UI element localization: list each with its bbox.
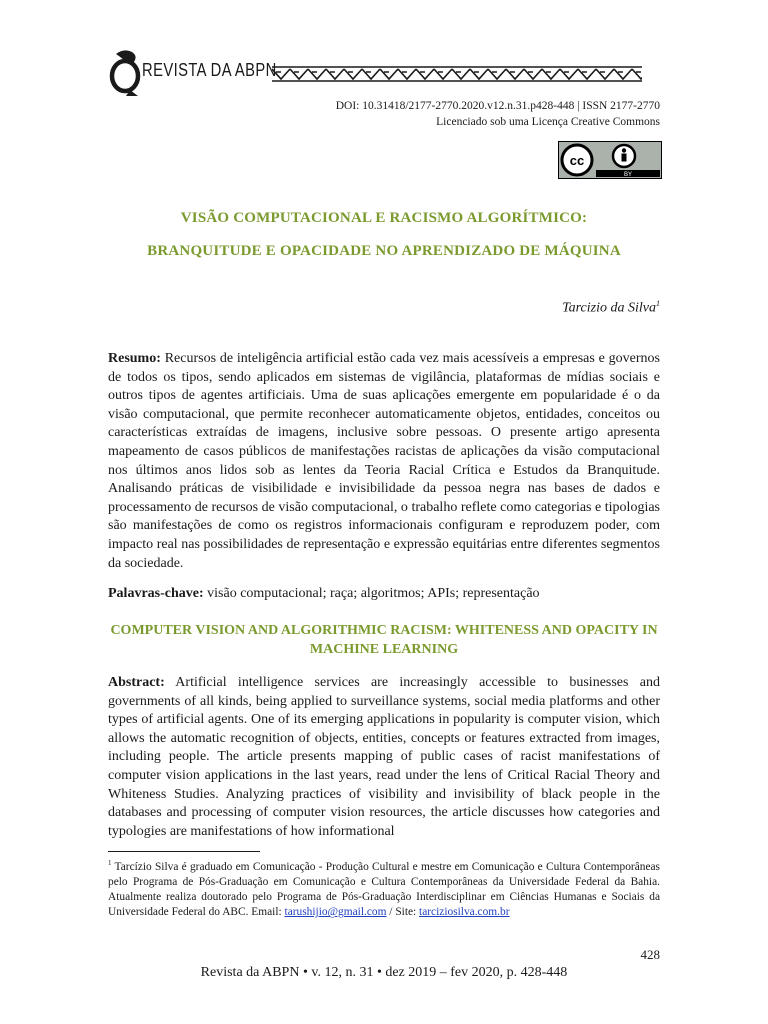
resumo-label: Resumo: bbox=[108, 351, 161, 366]
footnote-site-prefix: / Site: bbox=[386, 906, 420, 919]
journal-logo-text: REVISTA DA ABPN bbox=[142, 60, 277, 80]
footnote-divider bbox=[108, 851, 260, 852]
author-footnote-mark[interactable]: 1 bbox=[656, 299, 660, 308]
abstract-text: Artificial intelligence services are increasingly accessible to businesses and governments of all kinds, being applied to surveillance systems, social media platforms and other types of artificial agents. One of its emerging applications in popularity is computer vision, which allows the automatic recognition of objects, entities, concepts or features extracted from images, including people. The article presents mapping of public cases of racist manifestations of computer vision applications in the last years, read under the lens of Critical Racial Theory and Whiteness Studies. Analyzing practices of visibility and invisibility of black people in the databases and processing of computer vision resources, the article discusses how categories and typologies are manifestations of how informational bbox=[108, 675, 660, 839]
footnote-site-link[interactable]: tarciziosilva.com.br bbox=[419, 906, 510, 919]
doi-block bbox=[336, 98, 660, 130]
pattern-zigzag bbox=[272, 69, 642, 79]
author-text: Tarcizio da Silva bbox=[562, 300, 656, 316]
creative-commons-badge[interactable] bbox=[558, 141, 662, 179]
doi-line: DOI: 10.31418/2177-2770.2020.v12.n.31.p428-448 | ISSN 2177-2770 bbox=[335, 100, 660, 112]
footnote-mark: 1 bbox=[108, 859, 112, 867]
footnote-text: Tarcízio Silva é graduado em Comunicação - Produção Cultural e mestre em Comunicação e Cultura Contemporâneas pelo Programa de Pós-Graduação em Comunicação e Cultura Contemporâneas da Universidade Federal da Bahia. Atualmente realiza doutorado pelo Programa de Pós-Graduação Interdisciplinar em Ciências Humanas e Sociais da Universidade Federal do ABC. Email: bbox=[108, 860, 660, 919]
keywords-line bbox=[108, 586, 540, 602]
svg-text:cc: cc bbox=[569, 153, 585, 168]
article-title-line-2: BRANQUITUDE E OPACIDADE NO APRENDIZADO DE MÁQUINA bbox=[147, 243, 621, 259]
article-title-line-1: VISÃO COMPUTACIONAL E RACISMO ALGORÍTMICO: bbox=[180, 210, 588, 226]
journal-header bbox=[108, 46, 668, 98]
author-name bbox=[562, 299, 660, 317]
abstract-label: Abstract: bbox=[108, 675, 165, 690]
license-line: Licenciado sob uma Licença Creative Commons bbox=[436, 116, 660, 128]
journal-logo-icon bbox=[108, 46, 146, 96]
resumo-paragraph bbox=[108, 350, 660, 573]
abstract-paragraph bbox=[108, 674, 660, 841]
cc-by-label: BY bbox=[623, 172, 633, 178]
page-number: 428 bbox=[640, 947, 660, 962]
footnote bbox=[108, 856, 660, 921]
keywords-label: Palavras-chave: bbox=[108, 586, 204, 601]
resumo-text: Recursos de inteligência artificial estão cada vez mais acessíveis a empresas e governos de todos os tipos, sendo aplicados em sistemas de vigilância, plataformas de mídias sociais e outros tipos de agentes artificiais. Uma de suas aplicações emergente em popularidade é o da visão computacional, que permite reconhecer automaticamente objetos, entidades, conceitos ou características extraídas de imagens, inclusive sobre pessoas. O presente artigo apresenta mapeamento de casos públicos de manifestações racistas de aplicações da visão computacional nos últimos anos lidos sob as lentes da Teoria Racial Crítica e Estudos da Branquitude. Analisando práticas de visibilidade e invisibilidade da pessoa negra nas bases de dados e processamento de recursos de visão computacional, o trabalho reflete como categorias e tipologias são manifestações de como os registros informacionais configuram e reproduzem poder, com impacto real nas possibilidades de representação e expressão equitárias entre diferentes segmentos da sociedade. bbox=[108, 351, 660, 571]
keywords-text: visão computacional; raça; algoritmos; APIs; representação bbox=[203, 586, 540, 601]
footnote-email-link[interactable]: tarushijio@gmail.com bbox=[284, 906, 387, 919]
decorative-pattern bbox=[272, 66, 642, 82]
journal-footer: Revista da ABPN • v. 12, n. 31 • dez 2019 – fev 2020, p. 428-448 bbox=[200, 965, 568, 980]
english-title: COMPUTER VISION AND ALGORITHMIC RACISM: WHITENESS AND OPACITY IN MACHINE LEARNING bbox=[110, 623, 658, 657]
